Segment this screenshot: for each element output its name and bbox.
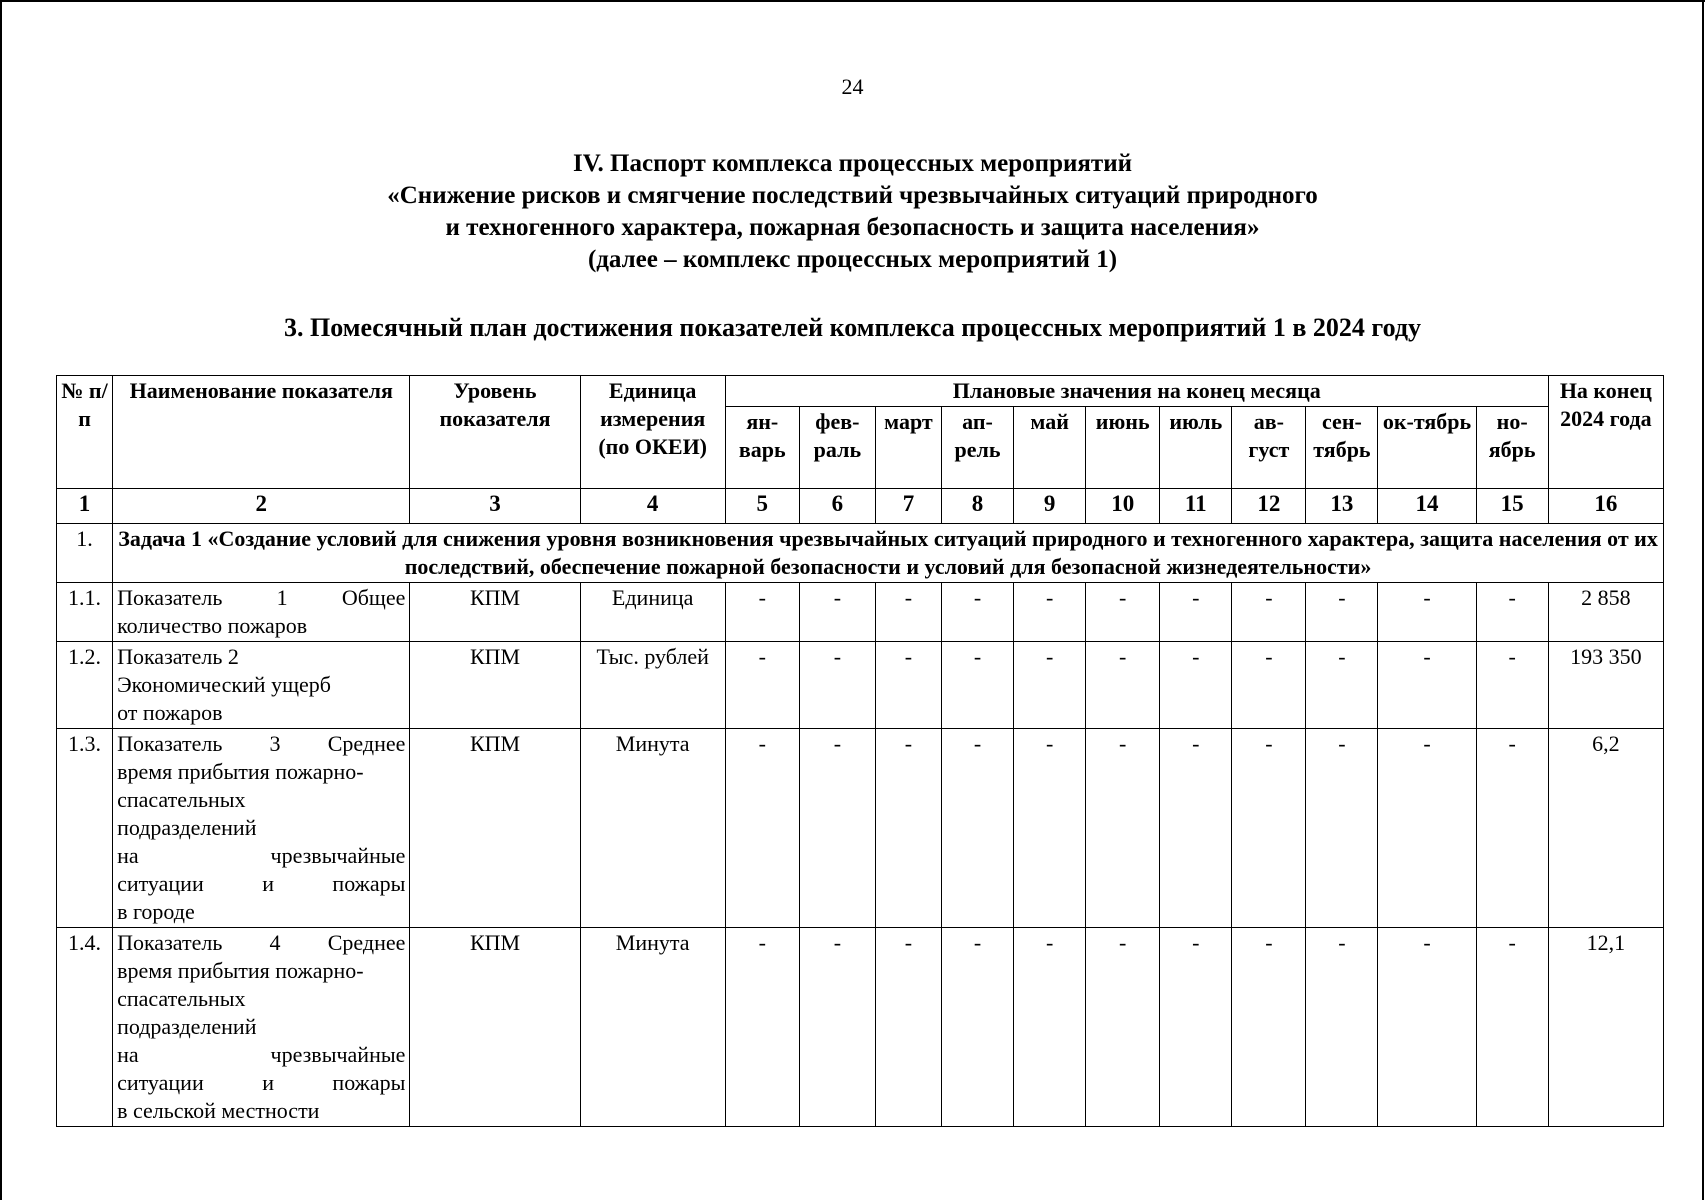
indicator-name-line: в городе [117,899,195,924]
header-month: фев-раль [799,407,875,489]
month-value: - [1086,928,1160,1127]
indicator-level: КПМ [410,642,580,729]
month-value: - [1306,729,1378,928]
month-value: - [942,928,1014,1127]
indicator-level: КПМ [410,928,580,1127]
month-value: - [1476,583,1548,642]
indicator-name-line: ситуации и пожары [117,871,406,896]
column-number: 12 [1232,489,1306,524]
indicator-name-line: подразделений [117,1014,257,1039]
column-number: 11 [1160,489,1232,524]
month-value: - [799,583,875,642]
header-name: Наименование показателя [113,376,410,489]
month-value: - [875,928,941,1127]
table-row [57,583,1664,642]
indicator-unit: Минута [580,729,725,928]
header-month: май [1014,407,1086,489]
monthly-plan-table [56,375,1664,1127]
month-value: - [942,642,1014,729]
month-value: - [1232,642,1306,729]
table-title: 3. Помесячный план достижения показателей комплекса процессных мероприятий 1 в 2024 году [284,313,1421,342]
indicator-name [113,729,410,928]
row-number: 1.3. [57,729,113,928]
indicator-name-line: на чрезвычайные [117,1042,406,1067]
month-value: - [1378,729,1476,928]
month-value: - [1306,642,1378,729]
indicator-name-line: Показатель 2 [117,644,239,669]
column-number: 7 [875,489,941,524]
indicator-name-line: спасательных [117,787,246,812]
year-end-value: 2 858 [1548,583,1663,642]
header-month: ав-густ [1232,407,1306,489]
month-value: - [1014,729,1086,928]
header-unit: Единица измерения (по ОКЕИ) [580,376,725,489]
row-number: 1.4. [57,928,113,1127]
month-value: - [1014,928,1086,1127]
header-month: ап-рель [942,407,1014,489]
indicator-name-line: Показатель 3 Среднее [117,731,406,756]
indicator-level: КПМ [410,729,580,928]
month-value: - [875,729,941,928]
month-value: - [1160,729,1232,928]
month-value: - [1306,583,1378,642]
indicator-name-line: Показатель 4 Среднее [117,930,406,955]
page-number: 24 [841,74,864,99]
month-value: - [1476,729,1548,928]
month-value: - [942,729,1014,928]
month-value: - [1232,583,1306,642]
header-level: Уровень показателя [410,376,580,489]
indicator-unit: Единица [580,583,725,642]
column-number: 9 [1014,489,1086,524]
month-value: - [1086,583,1160,642]
month-value: - [875,642,941,729]
month-value: - [1232,928,1306,1127]
month-value: - [942,583,1014,642]
indicator-unit: Тыс. рублей [580,642,725,729]
title-line: IV. Паспорт комплекса процессных мероприятий [572,150,1133,177]
year-end-value: 193 350 [1548,642,1663,729]
month-value: - [725,642,799,729]
table-row [57,928,1664,1127]
month-value: - [725,583,799,642]
month-value: - [1014,583,1086,642]
indicator-unit: Минута [580,928,725,1127]
header-month: июнь [1086,407,1160,489]
month-value: - [1378,642,1476,729]
column-number: 1 [57,489,113,524]
column-number: 6 [799,489,875,524]
month-value: - [725,928,799,1127]
indicator-name [113,928,410,1127]
header-no: № п/п [57,376,113,489]
column-number: 4 [580,489,725,524]
indicator-level: КПМ [410,583,580,642]
indicator-name-line: Экономический ущерб [117,672,331,697]
header-row [57,376,1664,407]
indicator-name-line: подразделений [117,815,257,840]
month-value: - [875,583,941,642]
indicator-name-line: время прибытия пожарно- [117,958,364,983]
column-number: 14 [1378,489,1476,524]
table-row [57,729,1664,928]
column-number: 13 [1306,489,1378,524]
month-value: - [1306,928,1378,1127]
task-number: 1. [57,524,113,583]
row-number: 1.2. [57,642,113,729]
header-month: сен-тябрь [1306,407,1378,489]
indicator-name-line: на чрезвычайные [117,843,406,868]
year-end-value: 12,1 [1548,928,1663,1127]
title-line: (далее – комплекс процессных мероприятий 1) [587,246,1118,273]
indicator-name-line: в сельской местности [117,1098,320,1123]
column-number: 5 [725,489,799,524]
month-value: - [725,729,799,928]
month-value: - [1378,928,1476,1127]
column-number: 16 [1548,489,1663,524]
month-value: - [1014,642,1086,729]
month-value: - [1160,583,1232,642]
month-value: - [799,928,875,1127]
title-line: «Снижение рисков и смягчение последствий чрезвычайных ситуаций природного [387,182,1318,209]
month-value: - [1086,729,1160,928]
column-number: 15 [1476,489,1548,524]
task-row [57,524,1664,583]
header-planned: Плановые значения на конец месяца [725,376,1548,407]
row-number: 1.1. [57,583,113,642]
month-value: - [1476,642,1548,729]
header-month: но-ябрь [1476,407,1548,489]
month-value: - [1476,928,1548,1127]
month-value: - [1232,729,1306,928]
indicator-name-line: количество пожаров [117,613,308,638]
header-month: март [875,407,941,489]
header-month: ок-тябрь [1378,407,1476,489]
month-value: - [1378,583,1476,642]
indicator-name [113,642,410,729]
month-value: - [799,729,875,928]
indicator-name [113,583,410,642]
header-year-end: На конец 2024 года [1548,376,1663,489]
task-text: Задача 1 «Создание условий для снижения уровня возникновения чрезвычайных ситуаций природного и техногенного характера, защита населения от их последствий, обеспечение пожарной безопасности и условий для безопасной жизнедеятельности» [113,524,1664,583]
table-row [57,642,1664,729]
header-month: ян-варь [725,407,799,489]
year-end-value: 6,2 [1548,729,1663,928]
month-value: - [1086,642,1160,729]
header-month: июль [1160,407,1232,489]
column-number: 10 [1086,489,1160,524]
column-number: 8 [942,489,1014,524]
month-value: - [1160,928,1232,1127]
scan-edge-top [0,0,1705,2]
indicator-name-line: Показатель 1 Общее [117,585,406,610]
column-number-row [57,489,1664,524]
month-value: - [799,642,875,729]
column-number: 2 [113,489,410,524]
month-value: - [1160,642,1232,729]
indicator-name-line: спасательных [117,986,246,1011]
column-number: 3 [410,489,580,524]
section-title [0,148,1705,276]
indicator-name-line: ситуации и пожары [117,1070,406,1095]
indicator-name-line: время прибытия пожарно- [117,759,364,784]
title-line: и техногенного характера, пожарная безопасность и защита населения» [445,214,1260,241]
indicator-name-line: от пожаров [117,700,223,725]
